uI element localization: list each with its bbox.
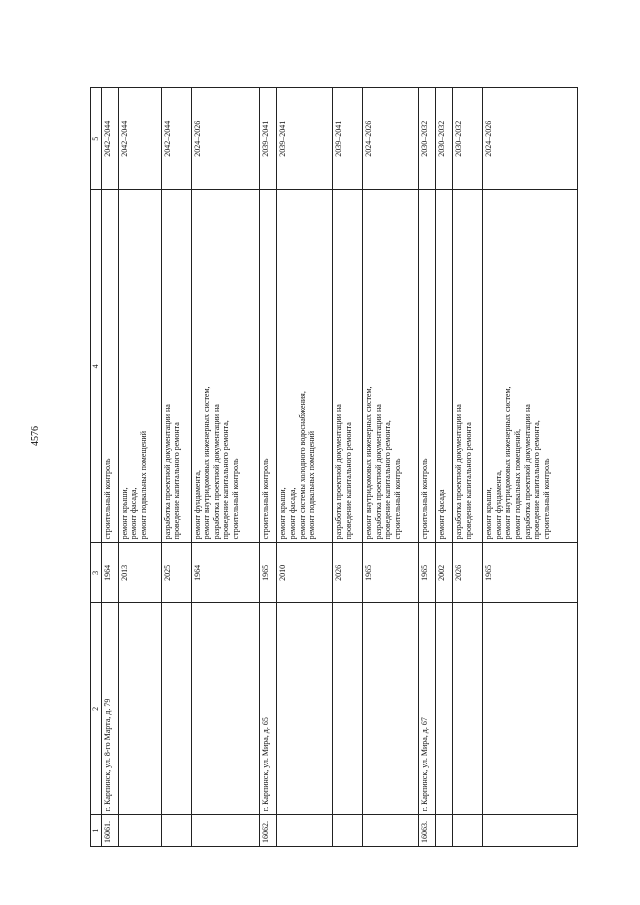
record-address-empty	[333, 603, 363, 815]
record-address-empty	[191, 603, 260, 815]
sub-works: разработка проектной документации на проведение капитального ремонта	[161, 190, 191, 543]
main-period: 2024–2026	[363, 88, 419, 190]
main-period: 2024–2026	[483, 88, 578, 190]
rotated-table-wrapper	[90, 87, 578, 847]
table-row	[453, 88, 483, 847]
table-row-main	[363, 88, 419, 847]
sub-works: ремонт крыши, ремонт фасада, ремонт подвальных помещений	[118, 190, 161, 543]
sub-period: 2030–2032	[453, 88, 483, 190]
record-address-empty	[436, 603, 453, 815]
table-row-main	[191, 88, 260, 847]
sub-works: ремонт крыши, ремонт фасада, ремонт системы холодного водоснабжения, ремонт подвальных помещений	[277, 190, 333, 543]
sub-period: 2039–2041	[277, 88, 333, 190]
record-number: 16061.	[101, 815, 118, 847]
table-row	[118, 88, 161, 847]
build-year: 1965	[483, 543, 578, 603]
sub-year: 1965	[260, 543, 277, 603]
sub-works: строительный контроль	[260, 190, 277, 543]
record-address: г. Карпинск, ул. 8-го Марта, д. 79	[101, 603, 118, 815]
record-address-empty	[118, 603, 161, 815]
sub-period: 2039–2041	[333, 88, 363, 190]
header-col-1: 1	[91, 815, 102, 847]
record-address: г. Карпинск, ул. Мира, д. 67	[419, 603, 436, 815]
build-year: 1965	[363, 543, 419, 603]
capital-repair-table	[90, 87, 578, 847]
record-number-empty	[483, 815, 578, 847]
sub-works: строительный контроль	[419, 190, 436, 543]
record-number-empty	[453, 815, 483, 847]
record-address-empty	[161, 603, 191, 815]
record-number-empty	[436, 815, 453, 847]
page-number: 4576	[30, 426, 41, 446]
main-works: ремонт фундамента, ремонт внутридомовых инженерных систем, разработка проектной документации на проведение капитального ремонта, строительный контроль	[191, 190, 260, 543]
sub-works: разработка проектной документации на проведение капитального ремонта	[333, 190, 363, 543]
sub-year: 2010	[277, 543, 333, 603]
record-number: 16063.	[419, 815, 436, 847]
record-address-empty	[483, 603, 578, 815]
sub-works: ремонт фасада	[436, 190, 453, 543]
table-row	[277, 88, 333, 847]
sub-year: 1965	[419, 543, 436, 603]
sub-year: 2002	[436, 543, 453, 603]
table-row-main	[483, 88, 578, 847]
sub-year: 2026	[333, 543, 363, 603]
sub-period: 2030–2032	[419, 88, 436, 190]
record-number-empty	[363, 815, 419, 847]
table-body	[101, 88, 577, 847]
table-row	[101, 88, 118, 847]
build-year: 1964	[191, 543, 260, 603]
sub-period: 2042–2044	[118, 88, 161, 190]
sub-period: 2042–2044	[161, 88, 191, 190]
record-number-empty	[161, 815, 191, 847]
record-number-empty	[118, 815, 161, 847]
table-row	[436, 88, 453, 847]
record-number-empty	[333, 815, 363, 847]
main-works: ремонт внутридомовых инженерных систем, разработка проектной документации на проведение капитального ремонта, строительный контроль	[363, 190, 419, 543]
header-col-5: 5	[91, 88, 102, 190]
table-row	[333, 88, 363, 847]
main-works: ремонт крыши, ремонт фундамента, ремонт внутридомовых инженерных систем, ремонт подвальных помещений, разработка проектной документации на проведение капитального ремонта, строительный контроль	[483, 190, 578, 543]
sub-period: 2042–2044	[101, 88, 118, 190]
table-row	[419, 88, 436, 847]
sub-works: строительный контроль	[101, 190, 118, 543]
sub-period: 2039–2041	[260, 88, 277, 190]
record-address: г. Карпинск, ул. Мира, д. 65	[260, 603, 277, 815]
table-row	[260, 88, 277, 847]
record-address-empty	[453, 603, 483, 815]
sub-year: 2013	[118, 543, 161, 603]
record-number-empty	[191, 815, 260, 847]
table-header-row	[91, 88, 102, 847]
record-address-empty	[363, 603, 419, 815]
sub-period: 2030–2032	[436, 88, 453, 190]
header-col-2: 2	[91, 603, 102, 815]
record-address-empty	[277, 603, 333, 815]
sub-year: 2025	[161, 543, 191, 603]
header-col-3: 3	[91, 543, 102, 603]
main-period: 2024–2026	[191, 88, 260, 190]
sub-year: 1964	[101, 543, 118, 603]
header-col-4: 4	[91, 190, 102, 543]
sub-works: разработка проектной документации на проведение капитального ремонта	[453, 190, 483, 543]
table-row	[161, 88, 191, 847]
record-number-empty	[277, 815, 333, 847]
record-number: 16062.	[260, 815, 277, 847]
sub-year: 2026	[453, 543, 483, 603]
